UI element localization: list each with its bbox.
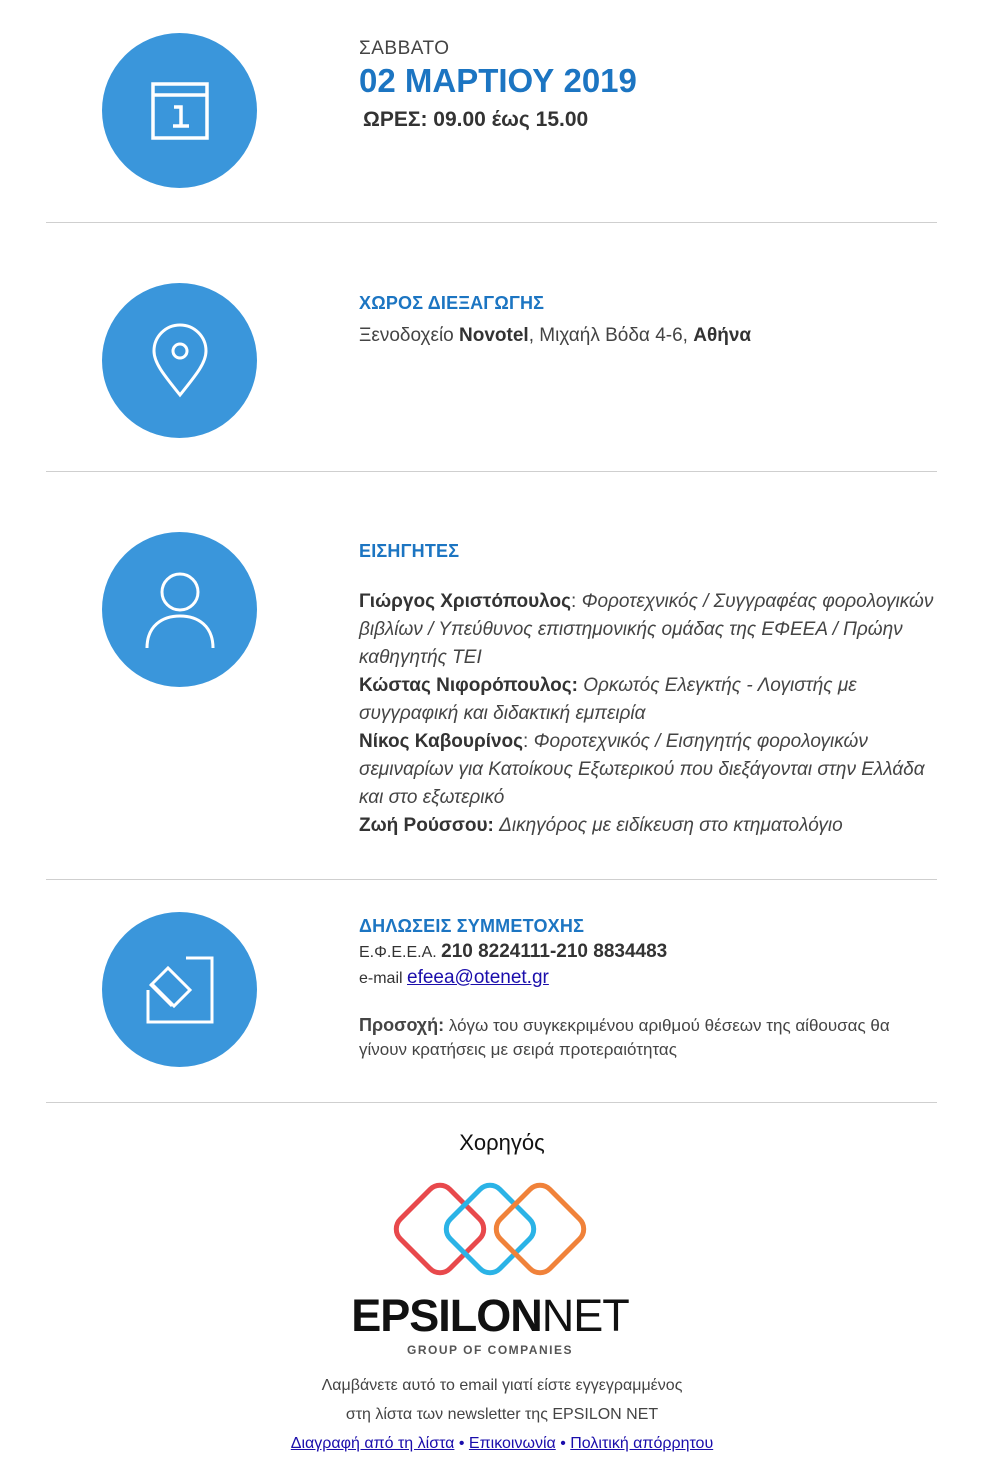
divider (46, 222, 937, 223)
speaker-item: Κώστας Νιφορόπουλος: Ορκωτός Ελεγκτής - Λογιστής με συγγραφική και διδακτική εμπειρία (359, 675, 857, 724)
registration-heading: ΔΗΛΩΣΕΙΣ ΣΥΜΜΕΤΟΧΗΣ (359, 916, 585, 936)
sponsor-label: Χορηγός (459, 1130, 545, 1155)
logo-wordmark: EPSILONNET (351, 1290, 629, 1341)
venue-heading: ΧΩΡΟΣ ΔΙΕΞΑΓΩΓΗΣ (359, 293, 545, 313)
event-hours: ΩΡΕΣ: 09.00 έως 15.00 (363, 108, 589, 131)
epsilonnet-logo-mark (330, 1180, 650, 1290)
venue-hotel: Novotel (459, 325, 529, 346)
venue-icon-circle (102, 283, 257, 438)
contact-link[interactable]: Επικοινωνία (468, 1435, 556, 1452)
day-name: ΣΑΒΒΑΤΟ (359, 38, 450, 59)
speaker-item: Νίκος Καβουρίνος: Φοροτεχνικός / Εισηγητής φορολογικών σεμιναρίων για Κατοίκους Εξωτερικού που διεξάγονται στην Ελλάδα και στο εξωτερικό (359, 731, 925, 808)
venue-address: Ξενοδοχείο Novotel, Μιχαήλ Βόδα 4-6, Αθήνα (359, 325, 752, 346)
logo-subtitle: GROUP OF COMPANIES (407, 1343, 573, 1357)
footer-links: Διαγραφή από τη λίστα • Επικοινωνία • Πολιτική απόρρητου (290, 1435, 714, 1452)
person-icon (142, 570, 218, 650)
sponsor-logo (330, 1180, 650, 1360)
privacy-policy-link[interactable]: Πολιτική απόρρητου (570, 1435, 714, 1452)
speaker-item: Ζωή Ρούσσου: Δικηγόρος με ειδίκευση στο κτηματολόγιο (359, 815, 843, 836)
unsubscribe-link[interactable]: Διαγραφή από τη λίστα (290, 1435, 455, 1452)
divider (46, 1102, 937, 1103)
registration-email-line: e-mail efeea@otenet.gr (359, 967, 549, 988)
divider (46, 471, 937, 472)
registration-icon-circle (102, 912, 257, 1067)
registration-phones: Ε.Φ.Ε.Ε.Α. 210 8224111-210 8834483 (359, 941, 668, 962)
footer-line-2: στη λίστα των newsletter της EPSILON NET (345, 1406, 659, 1423)
event-date: 02 ΜΑΡΤΙΟΥ 2019 (359, 62, 637, 99)
venue-city: Αθήνα (693, 325, 752, 346)
calendar-icon (147, 78, 213, 144)
location-pin-icon (150, 323, 210, 399)
email-link[interactable]: efeea@otenet.gr (407, 967, 549, 988)
speaker-item: Γιώργος Χριστόπουλος: Φοροτεχνικός / Συγγραφέας φορολογικών βιβλίων / Υπεύθυνος επιστημονικής ομάδας της ΕΦΕΕΑ / Πρώην καθηγητής ΤΕΙ (359, 591, 934, 668)
speakers-heading: ΕΙΣΗΓΗΤΕΣ (359, 541, 460, 561)
divider (46, 879, 937, 880)
date-icon-circle (102, 33, 257, 188)
footer-line-1: Λαμβάνετε αυτό το email γιατί είστε εγγεγραμμένος (321, 1377, 683, 1394)
speakers-list (359, 588, 939, 840)
speakers-icon-circle (102, 532, 257, 687)
edit-icon (142, 952, 218, 1028)
registration-notice: Προσοχή: λόγω του συγκεκριμένου αριθμού θέσεων της αίθουσας θα γίνουν κρατήσεις με σειρά προτεραιότητας (359, 1015, 890, 1059)
